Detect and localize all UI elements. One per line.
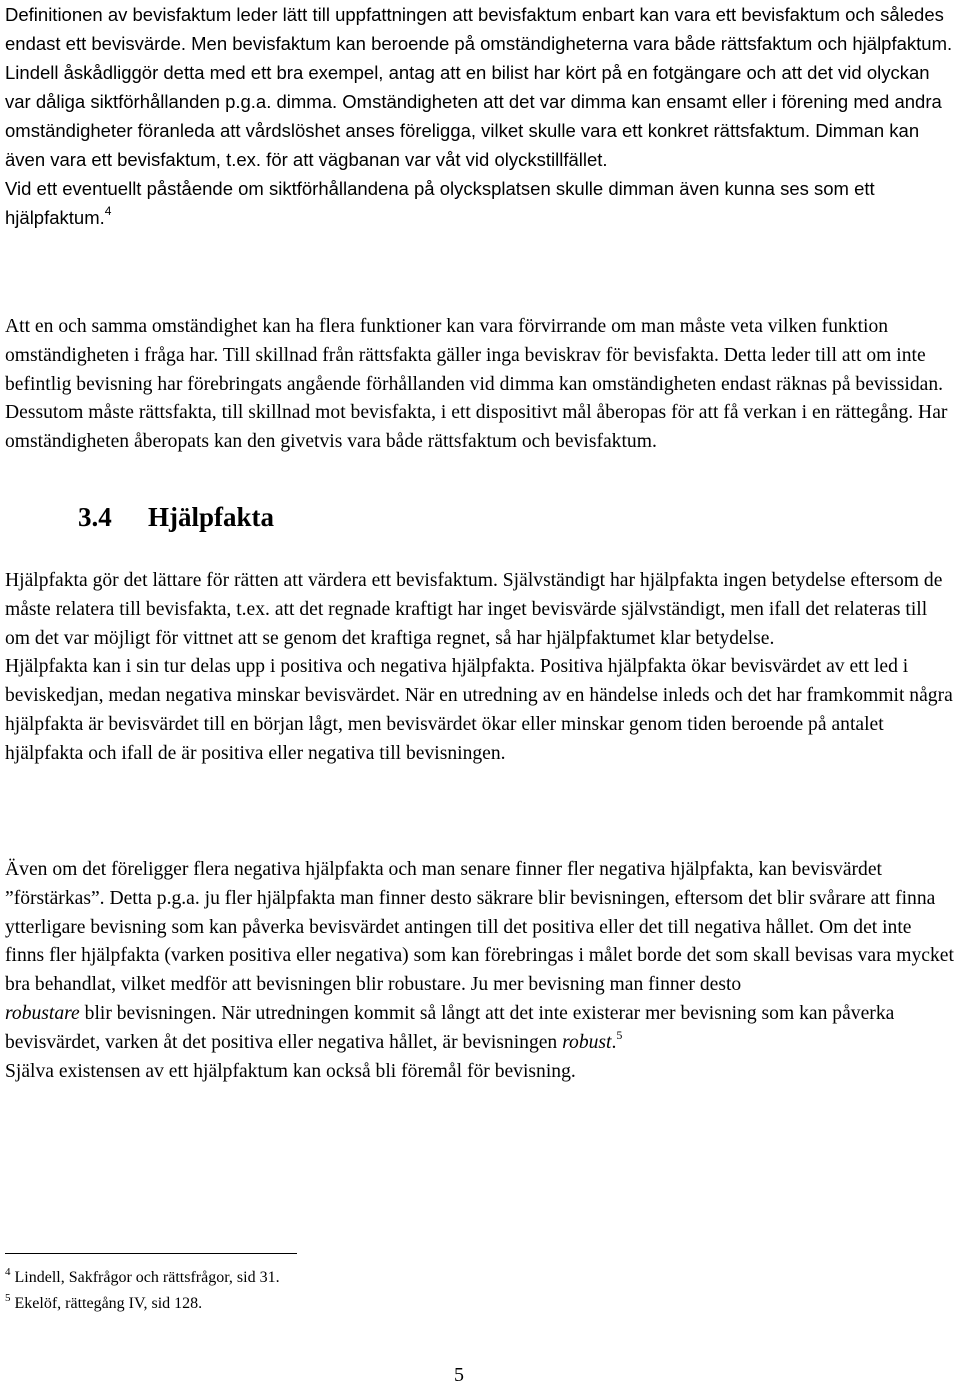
robustness-text — [5, 856, 955, 1086]
section-body — [5, 567, 955, 769]
footnote-4 — [5, 1268, 280, 1288]
section-title: Hjälpfakta — [148, 502, 275, 532]
section-paragraph-1: Hjälpfakta gör det lättare för rätten att värdera ett bevisfaktum. Självständigt har hjälpfakta ingen betydelse eftersom de måste relatera till bevisfakta, t.ex. att det regnade kraftigt har inget bevisvärde självständigt, men ifall det relateras till om det var möjligt för vittnet att se genom det kraftiga regnet, så har hjälpfaktumet klar betydelse. — [5, 570, 943, 649]
section-paragraph-2: Hjälpfakta kan i sin tur delas upp i positiva och negativa hjälpfakta. Positiva hjälpfakta ökar bevisvärdet av ett led i beviskedjan, medan negativa minskar bevisvärdet. När en utredning av en händelse inleds och det har framkommit några hjälpfakta är bevisvärdet till en början lågt, men bevisvärdet ökar eller minskar genom tiden beroende på antalet hjälpfakta och ifall de är positiva eller negativa till bevisningen. — [5, 656, 953, 764]
robustness-text-f: Själva existensen av ett hjälpfaktum kan också bli föremål för bevisning. — [5, 1060, 576, 1082]
section-number: 3.4 — [78, 502, 112, 532]
intro-text-tail: Vid ett eventuellt påstående om siktförhållandena på olycksplatsen skulle dimman även kunna ses som ett hjälpfaktum. — [5, 178, 875, 228]
footnote-5-text: Ekelöf, rättegång IV, sid 128. — [14, 1295, 203, 1312]
intro-paragraph — [5, 0, 955, 232]
robustness-paragraph — [5, 856, 955, 1086]
robust-term: robust — [562, 1031, 612, 1053]
robustness-text-e: . — [611, 1031, 617, 1053]
footnote-4-marker: 4 — [5, 1266, 11, 1278]
robustare-term: robustare — [5, 1002, 80, 1024]
footnote-4-text: Lindell, Sakfrågor och rättsfrågor, sid 31. — [14, 1269, 280, 1286]
footnote-divider — [5, 1253, 297, 1254]
footnote-ref-5[interactable]: 5 — [616, 1027, 623, 1042]
page-number: 5 — [454, 1364, 464, 1386]
function-paragraph — [5, 313, 955, 457]
function-text: Att en och samma omständighet kan ha flera funktioner kan vara förvirrande om man måste veta vilken funktion omständigheten i fråga har. Till skillnad från rättsfakta gäller inga beviskrav för bevisfakta. Detta leder till att om inte befintlig bevisning har förebringats angående förhållanden vid dimma kan omständigheten endast räknas på bevissidan. Dessutom måste rättsfakta, till skillnad mot bevisfakta, i ett dispositivt mål åberopas för att få verkan i en rättegång. Har omständigheten åberopats kan den givetvis vara både rättsfaktum och bevisfaktum. — [5, 316, 948, 453]
footnote-5-marker: 5 — [5, 1292, 11, 1304]
section-heading — [78, 497, 274, 537]
footnote-5 — [5, 1294, 202, 1314]
footnote-ref-4[interactable]: 4 — [104, 204, 112, 218]
robustness-text-c: blir bevisningen. När utredningen kommit så långt att det inte existerar mer bevisning som kan påverka bevisvärdet, varken åt det positiva eller negativa hållet, är bevisningen — [5, 1002, 895, 1053]
intro-text — [5, 0, 955, 232]
robustness-text-a: Även om det föreligger flera negativa hjälpfakta och man senare finner fler negativa hjälpfakta, kan bevisvärdet ”förstärkas”. Detta p.g.a. ju fler hjälpfakta man finner desto säkrare blir bevisningen, eftersom det blir svårare att finna ytterligare bevisning som kan påverka bevisvärdet antingen till det positiva eller det till negativa hållet. Om det inte finns fler hjälpfakta (varken positiva eller negativa) som kan förebringas i målet borde det som skall bevisas vara mycket bra behandlat, vilket medför att bevisningen blir robustare. Ju mer bevisning man finner desto — [5, 859, 954, 996]
intro-text-body: Definitionen av bevisfaktum leder lätt till uppfattningen att bevisfaktum enbart kan vara ett bevisfaktum och således endast ett bevisvärde. Men bevisfaktum kan beroende på omständigheterna vara både rättsfaktum och hjälpfaktum. Lindell åskådliggör detta med ett bra exempel, antag att en bilist har kört på en fotgängare och att det vid olyckan var dåliga siktförhållanden p.g.a. dimma. Omständigheten att det var dimma kan ensamt eller i förening med andra omständigheter föranleda att vårdslöshet anses föreligga, vilket skulle vara ett konkret rättsfaktum. Dimman kan även vara ett bevisfaktum, t.ex. för att vägbanan var våt vid olyckstillfället. — [5, 4, 953, 170]
